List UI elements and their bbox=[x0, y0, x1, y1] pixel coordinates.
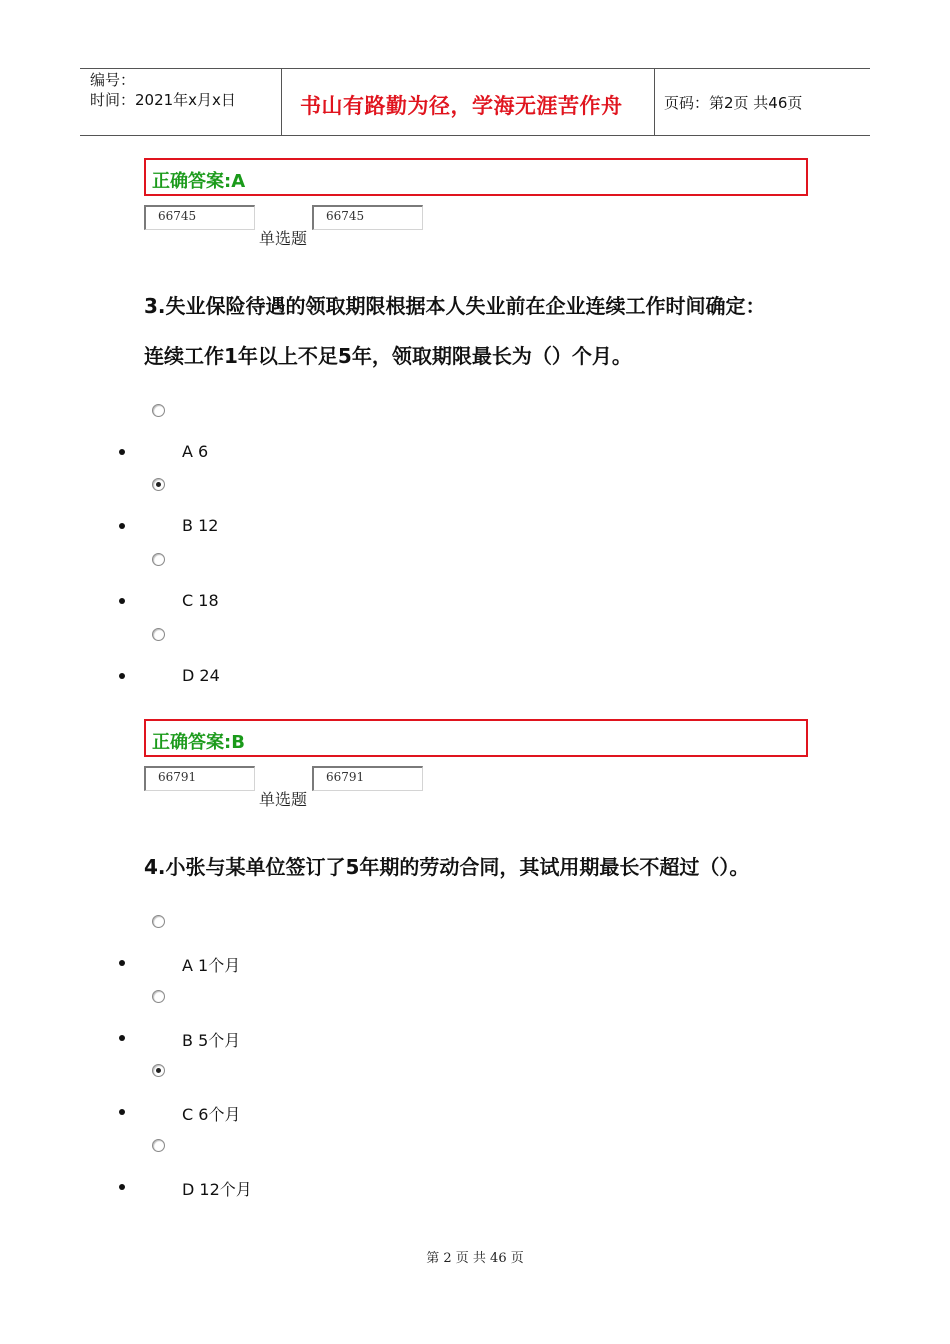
question-type-label: 单选题 bbox=[259, 790, 308, 809]
radio-q4-option-c[interactable] bbox=[152, 1064, 165, 1077]
question-type-label: 单选题 bbox=[259, 229, 308, 248]
radio-q4-option-b[interactable] bbox=[152, 990, 165, 1003]
header-bottom-rule bbox=[80, 135, 870, 136]
radio-q3-option-a[interactable] bbox=[152, 404, 165, 417]
q3-option-c-label: C 18 bbox=[182, 591, 219, 610]
page-footer: 第 2 页 共 46 页 bbox=[426, 1251, 524, 1266]
id-field-right[interactable]: 66791 bbox=[312, 766, 423, 791]
q3-option-d-label: D 24 bbox=[182, 666, 220, 685]
header-time-label: 时间：2021年x月x日 bbox=[90, 91, 236, 109]
bullet-icon bbox=[119, 673, 125, 679]
q3-option-b-label: B 12 bbox=[182, 516, 219, 535]
radio-q3-option-b[interactable] bbox=[152, 478, 165, 491]
q4-option-d-label: D 12个月 bbox=[182, 1180, 252, 1199]
correct-answer-label: 正确答案:B bbox=[152, 732, 245, 753]
id-field-left[interactable]: 66791 bbox=[144, 766, 255, 791]
bullet-icon bbox=[119, 1184, 125, 1190]
question-4-line-1: 4.小张与某单位签订了5年期的劳动合同，其试用期最长不超过（）。 bbox=[144, 855, 750, 879]
bullet-icon bbox=[119, 1035, 125, 1041]
question-3-line-1: 3.失业保险待遇的领取期限根据本人失业前在企业连续工作时间确定： bbox=[144, 294, 766, 318]
id-field-left[interactable]: 66745 bbox=[144, 205, 255, 230]
q4-option-c-label: C 6个月 bbox=[182, 1105, 241, 1124]
q4-option-a-label: A 1个月 bbox=[182, 956, 241, 975]
header-number-label: 编号： bbox=[90, 71, 136, 89]
header-divider-right bbox=[654, 69, 655, 135]
answer-box bbox=[144, 158, 808, 196]
bullet-icon bbox=[119, 960, 125, 966]
bullet-icon bbox=[119, 1109, 125, 1115]
question-3-line-2: 连续工作1年以上不足5年，领取期限最长为（）个月。 bbox=[144, 344, 632, 368]
id-field-right[interactable]: 66745 bbox=[312, 205, 423, 230]
q4-option-b-label: B 5个月 bbox=[182, 1031, 241, 1050]
radio-q4-option-a[interactable] bbox=[152, 915, 165, 928]
radio-q3-option-c[interactable] bbox=[152, 553, 165, 566]
bullet-icon bbox=[119, 523, 125, 529]
header-divider-left bbox=[281, 69, 282, 135]
radio-q3-option-d[interactable] bbox=[152, 628, 165, 641]
header-page-info: 页码：第2页 共46页 bbox=[664, 94, 803, 112]
bullet-icon bbox=[119, 449, 125, 455]
header-top-rule bbox=[80, 68, 870, 69]
header-motto: 书山有路勤为径，学海无涯苦作舟 bbox=[300, 94, 623, 118]
q3-option-a-label: A 6 bbox=[182, 442, 209, 461]
answer-box bbox=[144, 719, 808, 757]
radio-q4-option-d[interactable] bbox=[152, 1139, 165, 1152]
bullet-icon bbox=[119, 598, 125, 604]
correct-answer-label: 正确答案:A bbox=[152, 171, 246, 192]
